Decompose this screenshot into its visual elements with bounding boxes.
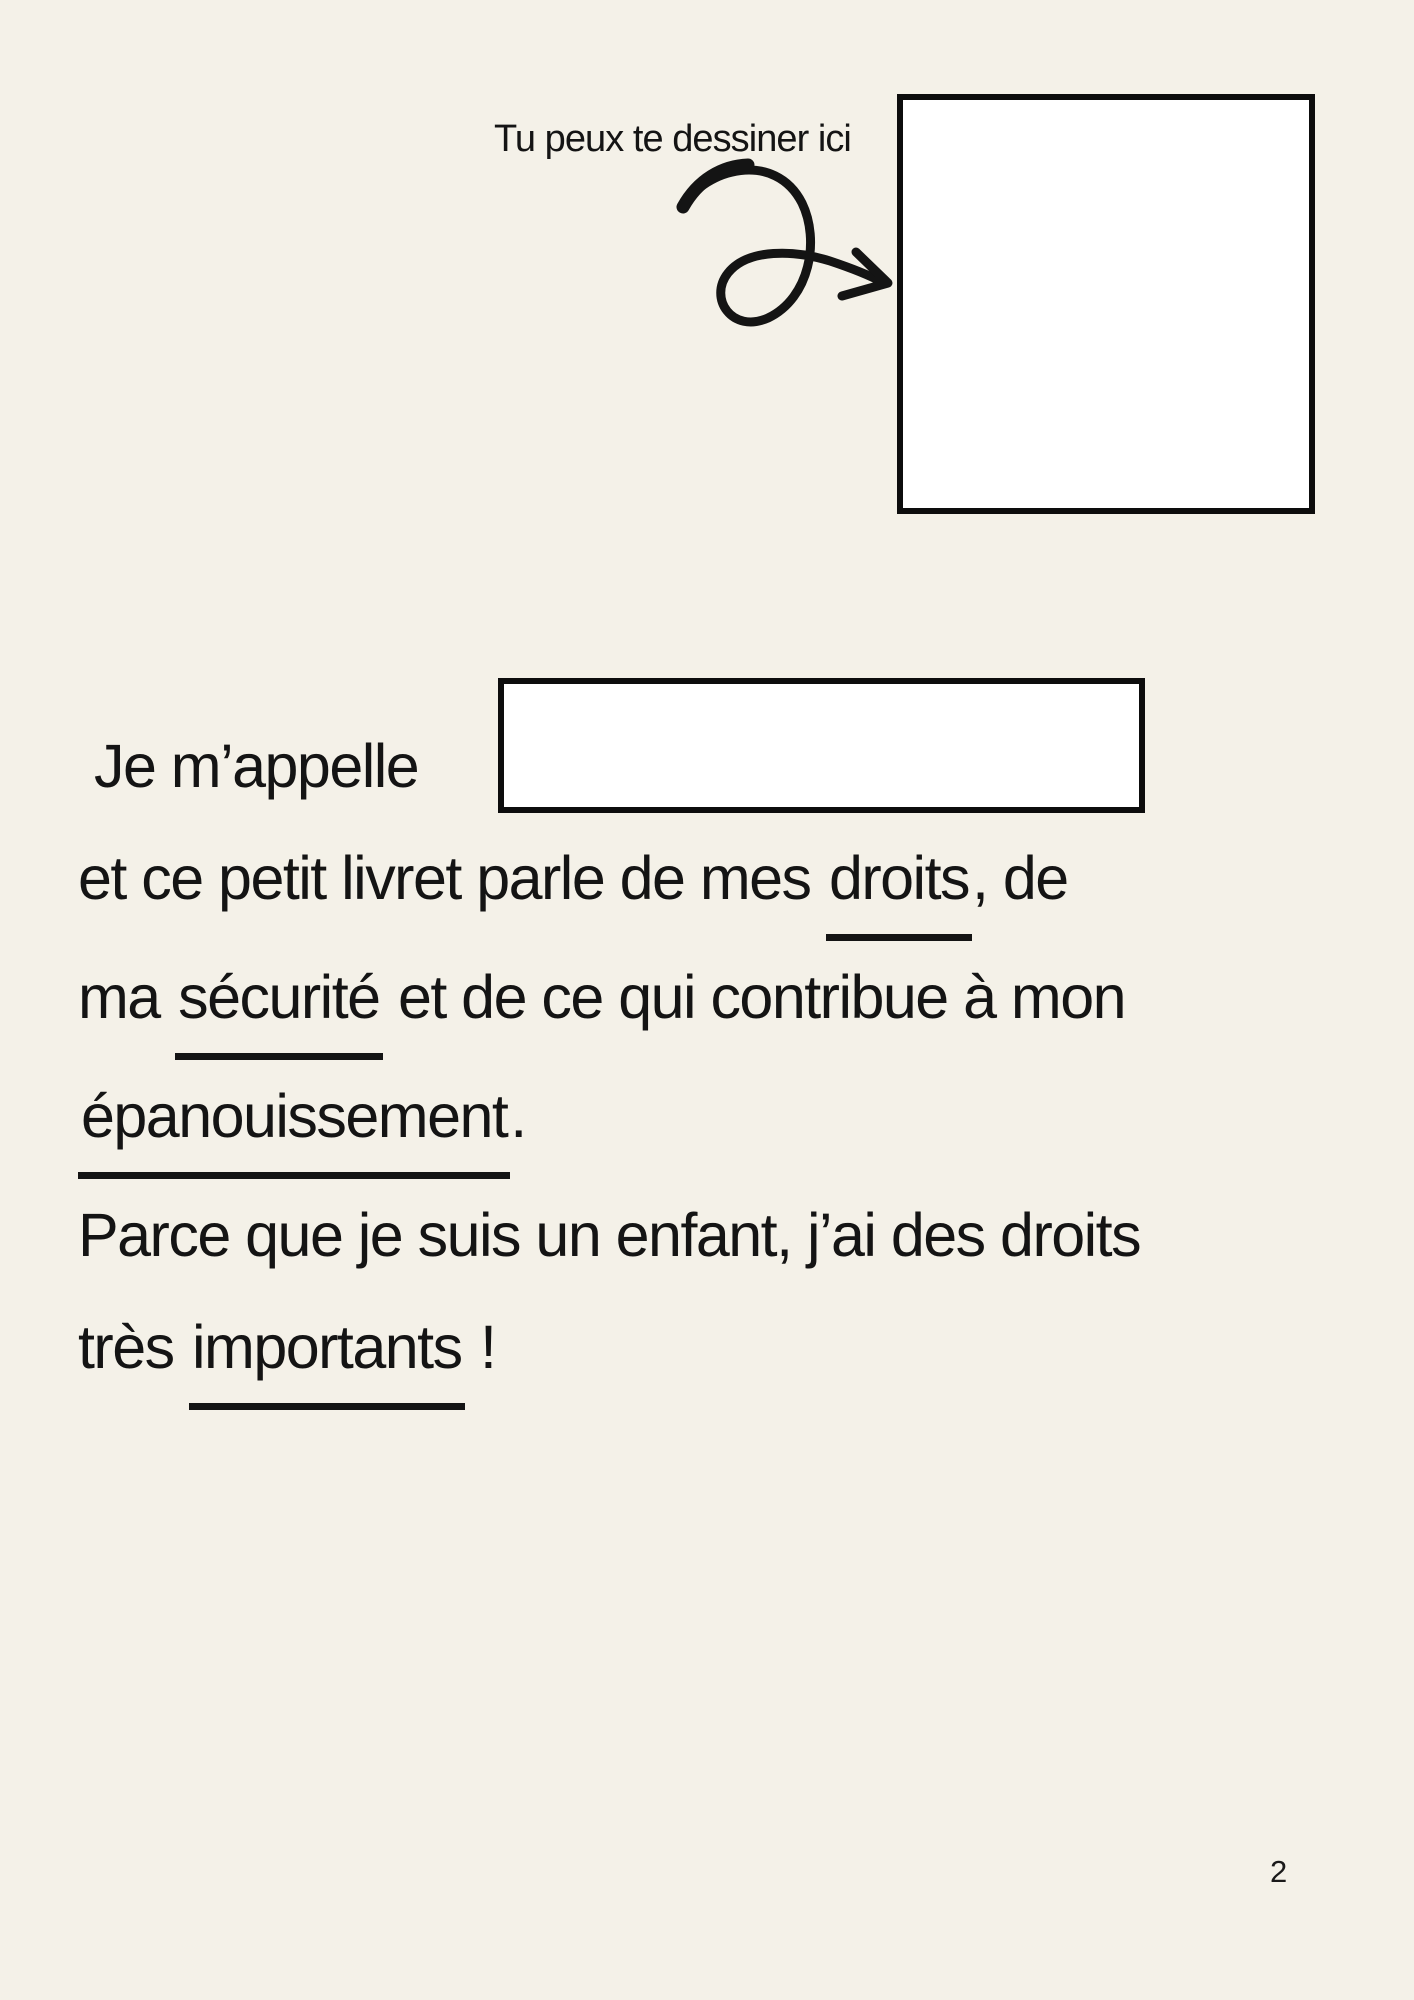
underlined-word: sécurité xyxy=(175,941,382,1060)
curved-arrow-icon xyxy=(660,158,910,333)
underlined-word: importants xyxy=(189,1291,465,1410)
intro-label: Je m’appelle xyxy=(94,732,419,800)
paragraph-line xyxy=(78,1291,1408,1410)
line-text: , de xyxy=(971,844,1068,912)
self-drawing-box[interactable] xyxy=(897,94,1315,514)
line-text: et de ce qui contribue à mon xyxy=(382,963,1126,1031)
line-text: Parce que je suis un enfant, j’ai des droits xyxy=(78,1201,1141,1269)
line-text: ! xyxy=(464,1313,496,1381)
body-paragraph xyxy=(78,822,1408,1410)
drawing-prompt-label: Tu peux te dessiner ici xyxy=(494,118,851,160)
line-text: ma xyxy=(78,963,176,1031)
line-text: très xyxy=(78,1313,190,1381)
paragraph-line xyxy=(78,1060,1408,1179)
underlined-word: épanouissement xyxy=(78,1060,510,1179)
paragraph-line xyxy=(78,822,1408,941)
underlined-word: droits xyxy=(826,822,972,941)
page-number: 2 xyxy=(1270,1854,1288,1889)
paragraph-line xyxy=(78,1179,1408,1291)
paragraph-line xyxy=(78,941,1408,1060)
line-text: et ce petit livret parle de mes xyxy=(78,844,826,912)
line-text: . xyxy=(510,1082,526,1150)
name-input-box[interactable] xyxy=(498,678,1145,813)
